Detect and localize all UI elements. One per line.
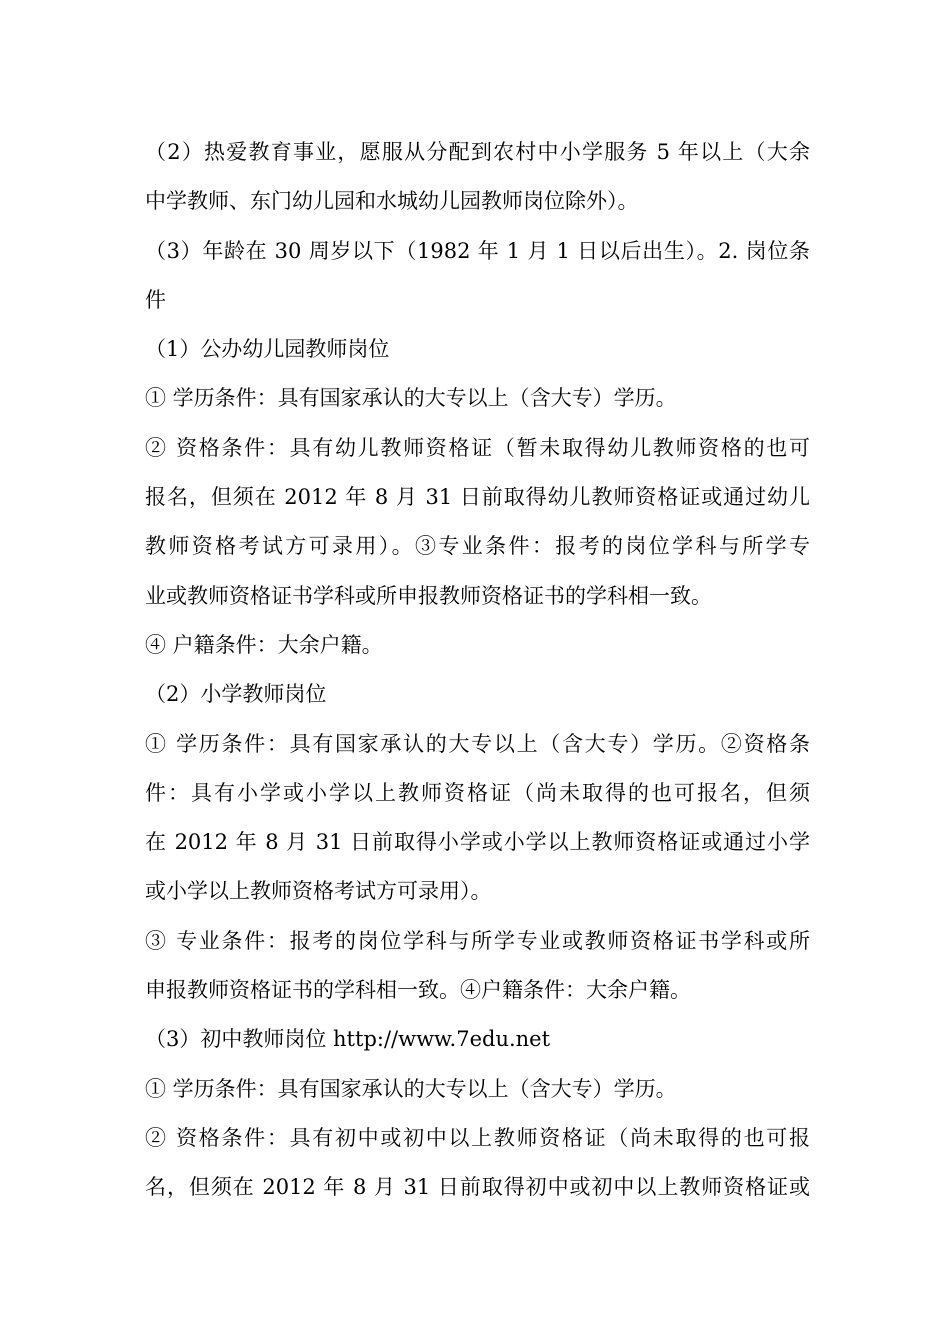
text-line-18: 申报教师资格证书的学科相一致。④户籍条件：大余户籍。 xyxy=(145,978,691,1003)
text-line-7: ② 资格条件：具有幼儿教师资格证（暂未取得幼儿教师资格的也可 xyxy=(145,435,810,460)
text-line-8: 报名，但须在 2012 年 8 月 31 日前取得幼儿教师资格证或通过幼儿 xyxy=(145,485,810,510)
text-line-4: 件 xyxy=(145,287,166,312)
text-line-20: ① 学历条件：具有国家承认的大专以上（含大专）学历。 xyxy=(145,1076,677,1101)
text-line-6: ① 学历条件：具有国家承认的大专以上（含大专）学历。 xyxy=(145,386,677,411)
document-body xyxy=(145,128,810,1213)
text-line-1: （2）热爱教育事业，愿服从分配到农村中小学服务 5 年以上（大余 xyxy=(145,140,810,164)
text-line-14: 件：具有小学或小学以上教师资格证（尚未取得的也可报名，但须 xyxy=(145,780,810,805)
text-line-21: ② 资格条件：具有初中或初中以上教师资格证（尚未取得的也可报 xyxy=(145,1125,810,1150)
text-line-17: ③ 专业条件：报考的岗位学科与所学专业或教师资格证书学科或所 xyxy=(145,928,810,953)
text-line-2: 中学教师、东门幼儿园和水城幼儿园教师岗位除外）。 xyxy=(145,189,639,214)
text-line-3: （3）年龄在 30 周岁以下（1982 年 1 月 1 日以后出生）。2. 岗位条 xyxy=(145,238,810,263)
section-heading-junior: （3）初中教师岗位 http://www.7edu.net xyxy=(145,1027,551,1052)
text-line-9: 教师资格考试方可录用）。③专业条件：报考的岗位学科与所学专 xyxy=(145,534,810,559)
section-heading-kindergarten: （1）公办幼儿园教师岗位 xyxy=(145,337,390,362)
text-line-15: 在 2012 年 8 月 31 日前取得小学或小学以上教师资格证或通过小学 xyxy=(145,830,810,855)
text-line-10: 业或教师资格证书学科或所申报教师资格证书的学科相一致。 xyxy=(145,583,712,608)
text-line-16: 或小学以上教师资格考试方可录用）。 xyxy=(145,879,492,904)
text-line-13: ① 学历条件：具有国家承认的大专以上（含大专）学历。②资格条 xyxy=(145,731,810,756)
section-heading-primary: （2）小学教师岗位 xyxy=(145,682,327,707)
text-line-11: ④ 户籍条件：大余户籍。 xyxy=(145,632,383,657)
text-line-22: 名，但须在 2012 年 8 月 31 日前取得初中或初中以上教师资格证或 xyxy=(145,1175,810,1200)
